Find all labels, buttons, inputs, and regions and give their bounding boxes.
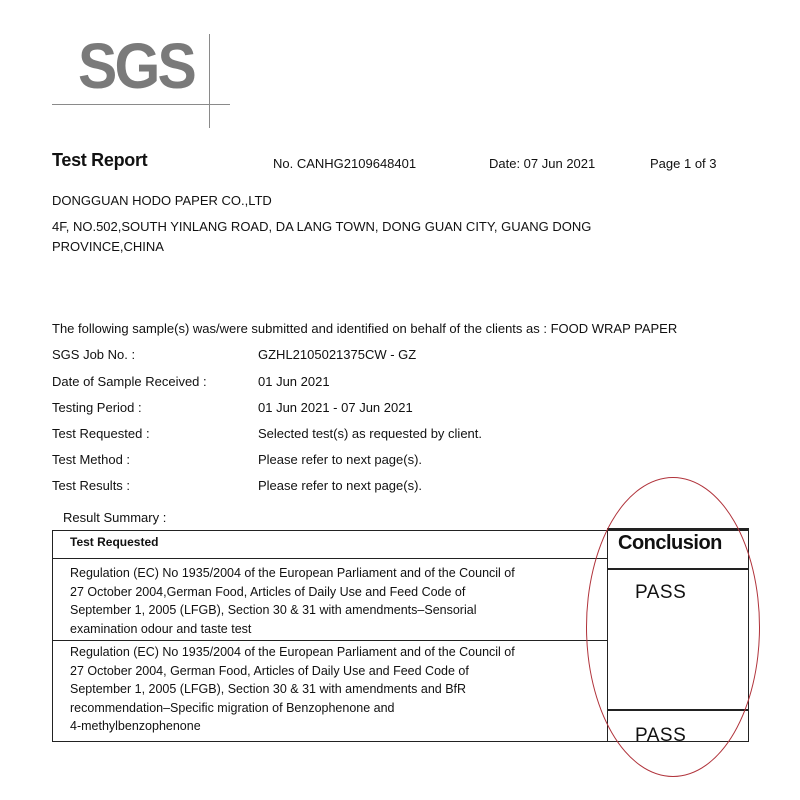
sample-intro: The following sample(s) was/were submitted and identified on behalf of the clients as : FOOD WRAP PAPER xyxy=(52,321,678,336)
report-date: Date: 07 Jun 2021 xyxy=(489,156,596,171)
page-indicator: Page 1 of 3 xyxy=(650,156,717,171)
sgs-logo-text: SGS xyxy=(78,30,195,102)
table-header-divider xyxy=(52,558,607,559)
result-summary-title: Result Summary : xyxy=(63,510,167,525)
field-label-test-method: Test Method : xyxy=(52,452,131,467)
client-name: DONGGUAN HODO PAPER CO.,LTD xyxy=(52,193,272,208)
row1-line3: September 1, 2005 (LFGB), Section 30 & 31 with amendments–Sensorial xyxy=(70,603,477,617)
row1-line1: Regulation (EC) No 1935/2004 of the European Parliament and of the Council of xyxy=(70,566,515,580)
column-header-test-requested: Test Requested xyxy=(70,535,159,549)
logo-divider-vertical xyxy=(209,34,210,128)
client-address-line1: 4F, NO.502,SOUTH YINLANG ROAD, DA LANG TOWN, DONG GUAN CITY, GUANG DONG xyxy=(52,219,592,234)
report-number: No. CANHG2109648401 xyxy=(273,156,417,171)
row2-line3: September 1, 2005 (LFGB), Section 30 & 31 with amendments and BfR xyxy=(70,682,467,696)
row2-line5: 4-methylbenzophenone xyxy=(70,719,201,733)
row2-line2: 27 October 2004, German Food, Articles of Daily Use and Feed Code of xyxy=(70,663,469,678)
field-label-date-received: Date of Sample Received : xyxy=(52,374,207,389)
field-value-test-requested: Selected test(s) as requested by client. xyxy=(258,426,483,441)
field-value-job-no: GZHL2105021375CW - GZ xyxy=(258,347,417,362)
field-label-job-no: SGS Job No. : xyxy=(52,347,136,362)
table-row xyxy=(70,643,515,736)
field-value-test-results: Please refer to next page(s). xyxy=(258,478,423,493)
row1-conclusion: PASS xyxy=(635,582,687,603)
row2-line1: Regulation (EC) No 1935/2004 of the European Parliament and of the Council of xyxy=(70,645,515,659)
table-row-divider xyxy=(52,640,607,641)
row1-line2: 27 October 2004,German Food, Articles of Daily Use and Feed Code of xyxy=(70,584,466,599)
column-header-conclusion: Conclusion xyxy=(618,532,722,554)
field-value-date-received: 01 Jun 2021 xyxy=(258,374,330,389)
conclusion-highlight-ellipse xyxy=(586,477,760,777)
report-title: Test Report xyxy=(52,150,148,170)
field-label-testing-period: Testing Period : xyxy=(52,400,142,415)
field-value-test-method: Please refer to next page(s). xyxy=(258,452,423,467)
client-address-line2: PROVINCE,CHINA xyxy=(52,239,164,254)
sgs-logo xyxy=(52,28,232,106)
field-label-test-requested: Test Requested : xyxy=(52,426,150,441)
row2-line4: recommendation–Specific migration of Benzophenone and xyxy=(70,700,395,715)
table-row xyxy=(70,564,515,638)
field-value-testing-period: 01 Jun 2021 - 07 Jun 2021 xyxy=(258,400,413,415)
row1-line4: examination odour and taste test xyxy=(70,621,252,636)
logo-divider-horizontal xyxy=(52,104,230,105)
field-label-test-results: Test Results : xyxy=(52,478,131,493)
row2-conclusion: PASS xyxy=(635,725,687,746)
